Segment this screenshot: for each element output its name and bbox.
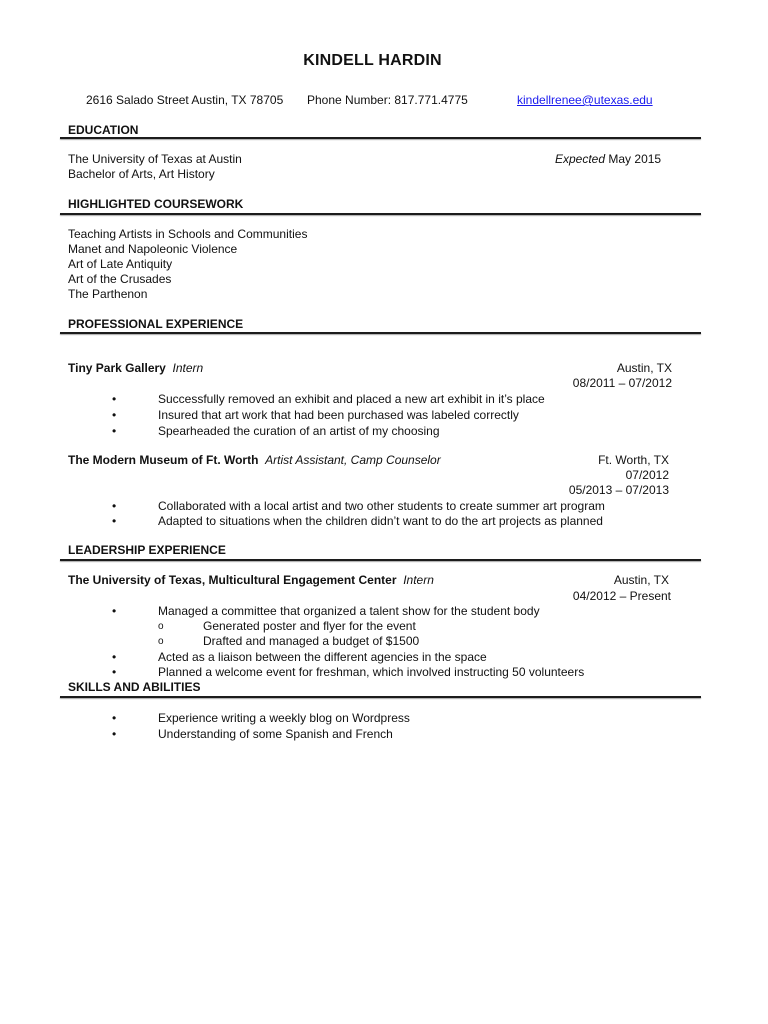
bullet-glyph: • [112,650,117,664]
job-location: Austin, TX [616,361,672,375]
address-text: 2616 Salado Street Austin, TX 78705 [86,93,284,107]
leadership-heading: LEADERSHIP EXPERIENCE [68,543,226,557]
course-item: Art of the Crusades [68,272,172,286]
section-divider [60,696,701,698]
job-org: Tiny Park Gallery [68,361,166,375]
job-bullet: Adapted to situations when the children didn’t want to do the art projects as planned [158,514,603,528]
sub-bullet-glyph: o [158,621,164,632]
course-item: Teaching Artists in Schools and Communities [68,227,308,241]
course-item: Manet and Napoleonic Violence [68,242,238,256]
job-header [68,453,441,468]
job-bullet: Spearheaded the curation of an artist of my choosing [158,424,440,438]
candidate-name: KINDELL HARDIN [303,52,442,69]
job-role: Artist Assistant, Camp Counselor [265,453,441,467]
leadership-bullet: Acted as a liaison between the different agencies in the space [158,650,487,664]
job-bullet: Collaborated with a local artist and two other students to create summer art program [158,499,605,513]
job-bullet: Insured that art work that had been purchased was labeled correctly [158,408,519,422]
job-dates: 07/2012 [625,468,669,482]
job-header [68,361,203,376]
section-divider [60,137,701,139]
bullet-glyph: • [112,392,117,406]
bullet-glyph: • [112,514,117,528]
skill-bullet: Understanding of some Spanish and French [158,727,393,741]
bullet-glyph: • [112,424,117,438]
graduation-date [555,152,661,167]
education-heading: EDUCATION [68,123,139,137]
leadership-header [68,573,434,588]
coursework-heading: HIGHLIGHTED COURSEWORK [68,197,244,211]
bullet-glyph: • [112,604,117,618]
leadership-sub-bullet: Generated poster and flyer for the event [203,619,416,633]
sub-bullet-glyph: o [158,636,164,647]
bullet-glyph: • [112,711,117,725]
bullet-glyph: • [112,499,117,513]
degree-name: Bachelor of Arts, Art History [68,167,215,181]
section-divider [60,213,701,215]
email-link[interactable]: kindellrenee@utexas.edu [517,93,653,107]
job-bullet: Successfully removed an exhibit and placed a new art exhibit in it’s place [158,392,545,406]
job-location: Ft. Worth, TX [598,453,669,467]
section-divider [60,559,701,561]
section-divider [60,332,701,334]
course-item: The Parthenon [68,287,148,301]
graduation-date-prefix: Expected [555,152,606,166]
leadership-bullet: Managed a committee that organized a talent show for the student body [158,604,540,618]
leadership-sub-bullet: Drafted and managed a budget of $1500 [203,634,420,648]
job-org: The Modern Museum of Ft. Worth [68,453,259,467]
leadership-org: The University of Texas, Multicultural Engagement Center [68,573,397,587]
leadership-role: Intern [403,573,434,587]
school-name: The University of Texas at Austin [68,152,242,166]
job-role: Intern [172,361,204,375]
leadership-bullet: Planned a welcome event for freshman, which involved instructing 50 volunteers [158,665,585,679]
professional-heading: PROFESSIONAL EXPERIENCE [68,317,244,331]
job-dates: 05/2013 – 07/2013 [568,483,669,497]
skills-heading: SKILLS AND ABILITIES [68,680,201,694]
job-dates: 08/2011 – 07/2012 [572,376,672,390]
leadership-location: Austin, TX [613,573,669,587]
leadership-dates: 04/2012 – Present [572,589,671,603]
skill-bullet: Experience writing a weekly blog on Wordpress [158,711,410,725]
graduation-date-value: May 2015 [608,152,662,166]
bullet-glyph: • [112,665,117,679]
bullet-glyph: • [112,727,117,741]
bullet-glyph: • [112,408,117,422]
course-item: Art of Late Antiquity [68,257,173,271]
phone-text: Phone Number: 817.771.4775 [307,93,468,107]
